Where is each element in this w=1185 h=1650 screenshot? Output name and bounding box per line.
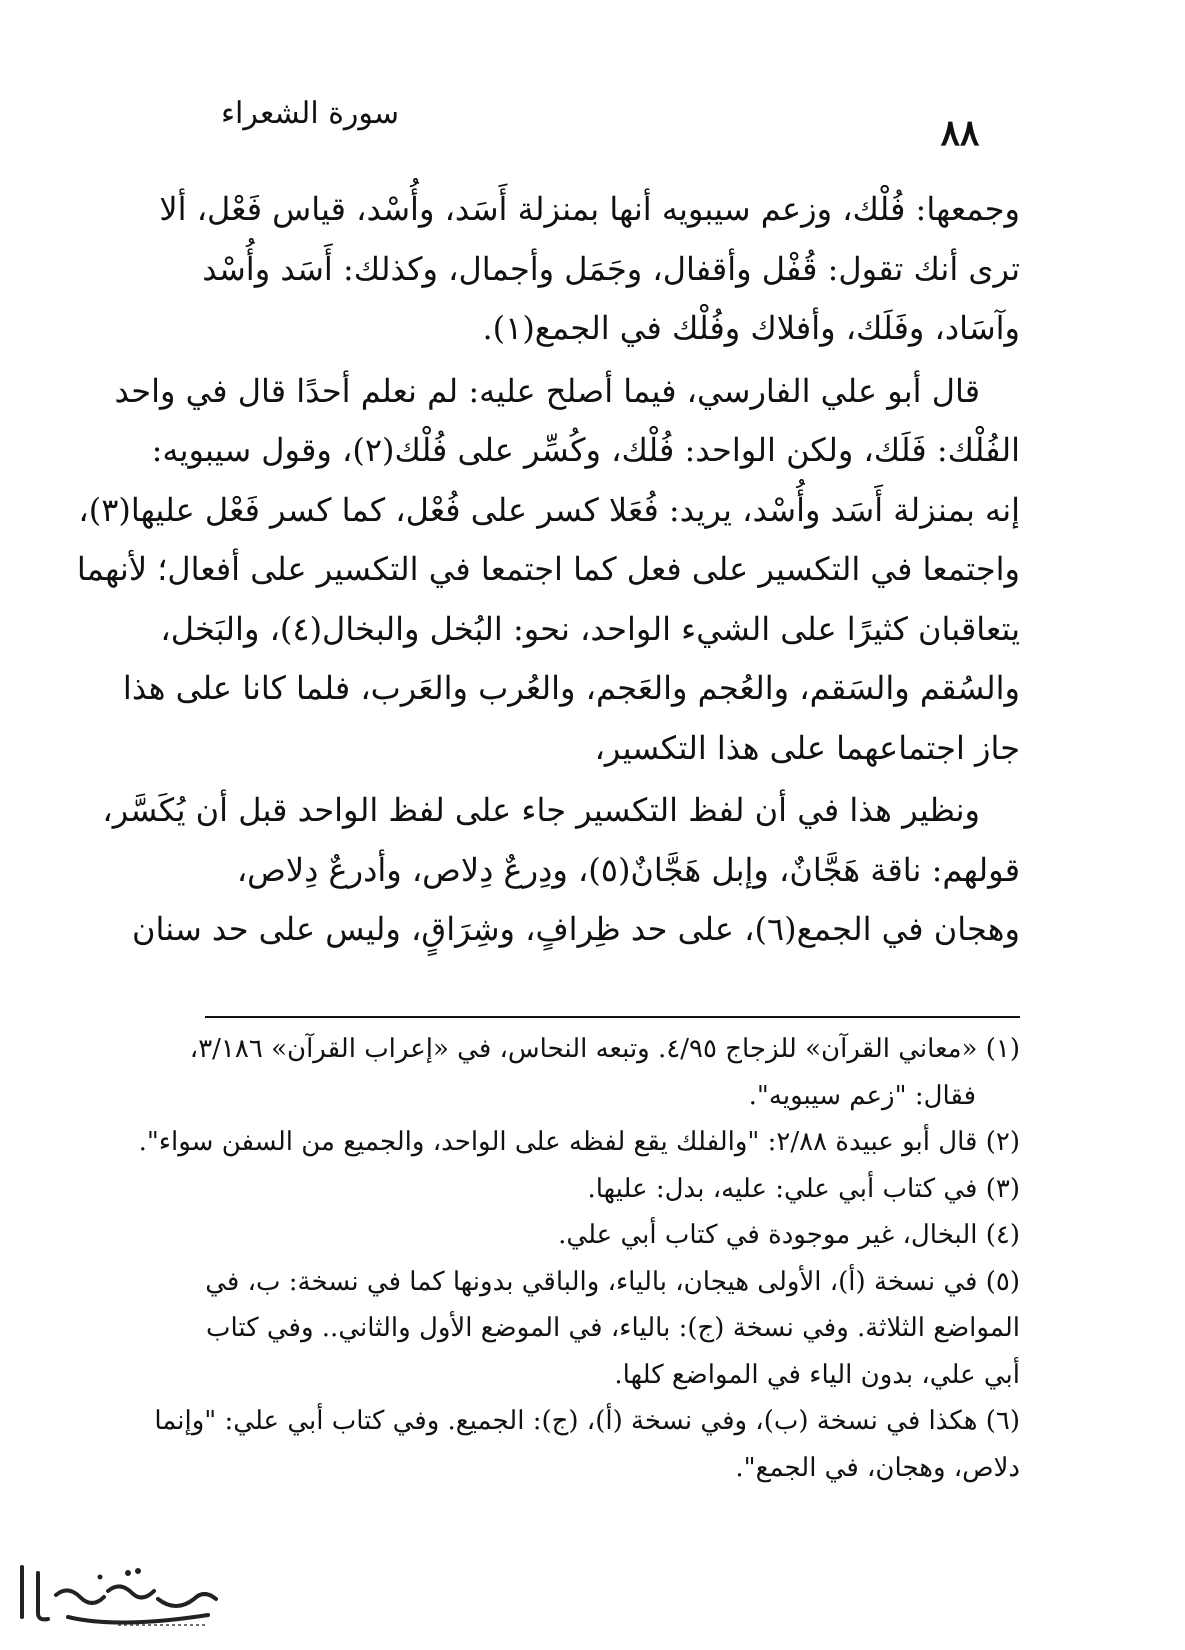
footnote-6: (٦) هكذا في نسخة (ب)، وفي نسخة (أ)، (ج): الجميع. وفي كتاب أبي علي: "وإنما xyxy=(154,1406,1020,1436)
footnotes xyxy=(140,1026,1020,1491)
text-line: وآسَاد، وفَلَك، وأفلاك وفُلْك في الجمع(١). xyxy=(482,309,1020,347)
footnote-5: (٥) في نسخة (أ)، الأولى هيجان، بالياء، والباقي بدونها كما في نسخة: ب، في xyxy=(205,1266,1020,1297)
footnote-6-cont: دلاص، وهجان، في الجمع". xyxy=(735,1452,1020,1483)
text-line: قولهم: ناقة هَجَّانٌ، وإبل هَجَّانٌ(٥)، ودِرعٌ دِلاص، وأدرعٌ دِلاص، xyxy=(236,850,1020,889)
main-text xyxy=(76,180,1020,960)
footnote-5-cont: أبي علي، بدون الياء في المواضع كلها. xyxy=(614,1359,1020,1390)
text-line: ترى أنك تقول: قُفْل وأقفال، وجَمَل وأجمال، وكذلك: أَسَد وأُسْد xyxy=(202,249,1020,288)
footnote-1: (١) «معاني القرآن» للزجاج ٤/٩٥. وتبعه النحاس، في «إعراب القرآن» ٣/١٨٦، xyxy=(189,1034,1020,1064)
footnote-divider xyxy=(205,1016,1020,1018)
footnote-1-cont: فقال: "زعم سيبويه". xyxy=(748,1080,976,1111)
text-line: واجتمعا في التكسير على فعل كما اجتمعا في التكسير على أفعال؛ لأنهما xyxy=(76,550,1020,588)
footnote-2: (٢) قال أبو عبيدة ٢/٨٨: "والفلك يقع لفظه على الواحد، والجميع من السفن سواء". xyxy=(138,1127,1020,1157)
text-line: يتعاقبان كثيرًا على الشيء الواحد، نحو: البُخل والبخال(٤)، والبَخل، xyxy=(160,609,1020,648)
text-line: جاز اجتماعهما على هذا التكسير، xyxy=(594,728,1020,767)
text-line: وهجان في الجمع(٦)، على حد ظِرافٍ، وشِرَاقٍ، وليس على حد سنان xyxy=(132,910,1020,948)
text-line: إنه بمنزلة أَسَد وأُسْد، يريد: فُعَلا كسر على فُعْل، كما كسر فَعْل عليها(٣)، xyxy=(78,490,1020,529)
text-line: وجمعها: فُلْك، وزعم سيبويه أنها بمنزلة أَسَد، وأُسْد، قياس فَعْل، ألا xyxy=(159,190,1020,228)
page-header-title: سورة الشعراء xyxy=(220,96,400,131)
footnote-3: (٣) في كتاب أبي علي: عليه، بدل: عليها. xyxy=(587,1173,1020,1204)
text-line: الفُلْك: فَلَك، ولكن الواحد: فُلْك، وكُسِّر على فُلْك(٢)، وقول سيبويه: xyxy=(151,431,1020,469)
page-number: ٨٨ xyxy=(940,112,980,154)
text-line: ونظير هذا في أن لفظ التكسير جاء على لفظ الواحد قبل أن يُكَسَّر، xyxy=(102,791,980,829)
footnote-5-cont: المواضع الثلاثة. وفي نسخة (ج): بالياء، في الموضع الأول والثاني.. وفي كتاب xyxy=(205,1313,1020,1343)
footnote-4: (٤) البخال، غير موجودة في كتاب أبي علي. xyxy=(558,1220,1020,1250)
text-line: والسُقم والسَقم، والعُجم والعَجم، والعُرب والعَرب، فلما كانا على هذا xyxy=(122,669,1020,707)
text-line: قال أبو علي الفارسي، فيما أصلح عليه: لم نعلم أحدًا قال في واحد xyxy=(114,371,980,410)
calligraphy-logo-icon xyxy=(8,1555,238,1635)
